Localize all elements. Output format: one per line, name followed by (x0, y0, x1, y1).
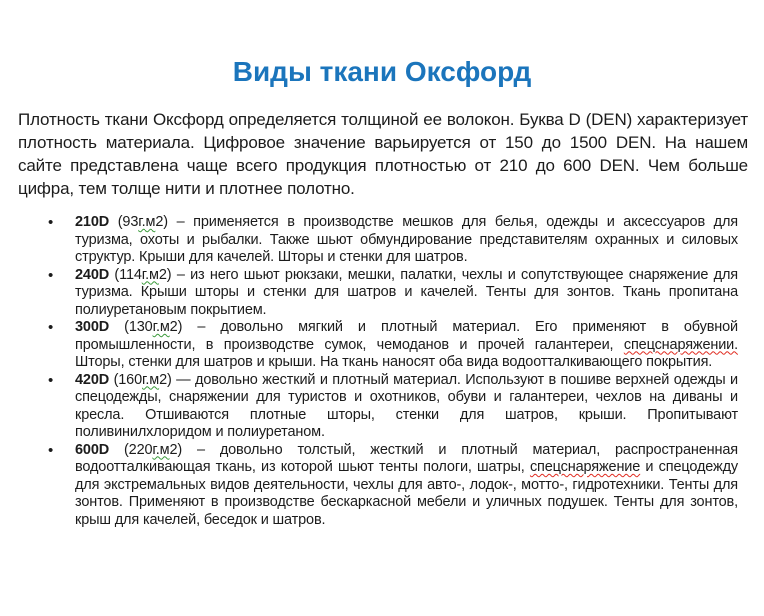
density-label: 420D (75, 371, 110, 388)
item-text: 2) – довольно толстый, жесткий и плотный материал, распространенная водоотталкивающая ткань, из которой шьют тенты пологи, шатры, (75, 441, 738, 475)
item-text: (220 (109, 441, 153, 458)
spellcheck-word: г.м (152, 441, 170, 458)
spellcheck-word: спецснаряжение (529, 459, 641, 475)
fabric-type-item (75, 372, 738, 442)
item-text: (93 (109, 214, 139, 230)
fabric-type-item (75, 319, 738, 372)
fabric-type-item (75, 442, 738, 530)
item-text: 2) — довольно жесткий и плотный материал. Используют в пошиве верхней одежды и спецодежды, снаряжении для туристов и охотников, обуви и галантереи, чехлов на диваны и кресла. Отшиваются плотные шторы, стенки для шатров, крыши. Пропитывают поливинилхлоридом и полиуретаном. (75, 371, 738, 440)
item-text: 2) – из него шьют рюкзаки, мешки, палатки, чехлы и сопутствующее снаряжение для туризма. Крыши шторы и стенки для шатров и качелей. Тенты для зонтов. Ткань пропитана полиуретановым покрытием. (75, 266, 738, 318)
item-text: (160 (109, 371, 142, 388)
item-text: (114 (109, 266, 142, 283)
spellcheck-word: г.м (141, 266, 159, 283)
spellcheck-word: г.м (138, 214, 156, 230)
fabric-type-item (75, 214, 738, 267)
density-label: 210D (75, 214, 110, 230)
fabric-type-item (75, 267, 738, 320)
page-title: Виды ткани Оксфорд (232, 56, 532, 87)
intro-paragraph: Плотность ткани Оксфорд определяется толщиной ее волокон. Буква D (DEN) характеризует плотность материала. Цифровое значение варьируется от 150 до 1500 DEN. На нашем сайте представлена чаще всего продукция плотностью от 210 до 600 DEN. Чем больше цифра, тем толще нити и плотнее полотно. (18, 110, 748, 198)
fabric-type-list (0, 214, 738, 529)
density-label: 300D (75, 319, 110, 335)
spellcheck-word: г.м (152, 319, 170, 335)
item-text: (130 (109, 319, 153, 335)
document-page (0, 54, 764, 616)
spellcheck-word: г.м (142, 371, 160, 388)
item-text: 2) – применяется в производстве мешков для белья, одежды и аксессуаров для туризма, охоты и рыбалки. Также шьют обмундирование представителям охранных и силовых структур. Крыши для качелей. Шторы и стенки для шатров. (75, 214, 739, 265)
item-text: и спецодежду для экстремальных видов деятельности, чехлы для авто-, лодок-, мотто-, гидротехники. Тенты для зонтов. Применяют в производстве бескаркасной мебели и уличных подушек. Тенты для зонтов, крыш для качелей, беседок и шатров. (75, 459, 738, 528)
spellcheck-word: спецснаряжении. (623, 336, 738, 353)
density-label: 600D (75, 441, 110, 458)
item-text: 2) – довольно мягкий и плотный материал. Его применяют в обувной промышленности, в производстве сумок, чемоданов и прочей галантереи, (75, 319, 738, 353)
density-label: 240D (75, 266, 110, 283)
item-text: Шторы, стенки для шатров и крыши. На ткань наносят оба вида водоотталкивающего покрытия. (75, 354, 713, 370)
